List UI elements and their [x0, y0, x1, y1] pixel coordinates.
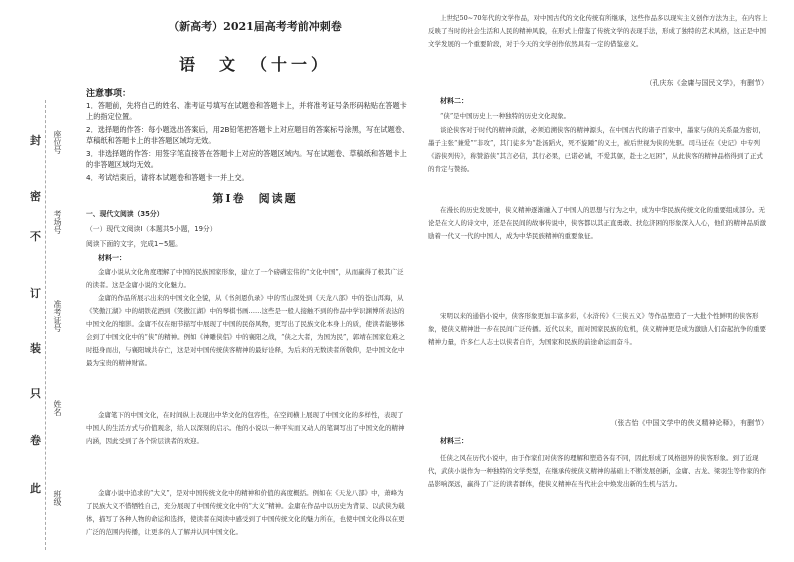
name-field: 姓名	[53, 400, 62, 416]
paragraph: “侠”是中国历史上一种独特的历史文化现象。	[440, 112, 571, 120]
paragraph: 在漫长的历史发展中，侠义精神逐渐融入了中国人的思想与行为之中，成为中华民族传统文化的重要组成部分。无论是在文人的诗文中，还是在民间的故事传说中，侠客都以其正直勇敢、扶危济困的形象深入人心，他们的精神品质激励着一代又一代的中国人，成为中华民族精神的重要象征。	[428, 206, 766, 240]
paragraph: 宋明以来的通俗小说中，侠客形象更加丰富多彩，《水浒传》《三侠五义》等作品塑造了一大批个性鲜明的侠客形象，使侠义精神进一步在民间广泛传播。近代以来，面对国家民族的危机，侠义精神更是成为激励人们奋起抗争的重要精神力量，许多仁人志士以侠者自许，为国家和民族的前途命运而奋斗。	[428, 312, 766, 346]
material-label: 材料二：	[440, 97, 468, 105]
exam-id-field: 准考证号	[53, 300, 62, 332]
part-heading: 一、现代文阅读（35分）	[86, 210, 164, 218]
binding-strip	[22, 100, 72, 550]
seal-char: 卷	[30, 434, 41, 447]
paragraph: 金庸的作品所展示出来的中国文化全貌，从《书剑恩仇录》中的雪山深处到《天龙八部》中的苍山洱海，从《笑傲江湖》中的胡铁花酒到《笑傲江湖》中的琴棋书画……这些是一般人接触不到的作品中学识渊博所表达的中国文化的缩影。金庸不仅在细节描写中展现了中国的民俗风物，更写出了民族文化本身上的质，使读者能够体会到了中国文化中的“侠”的精神。例如《神雕侠侣》中的襄阳之战，“侠之大者，为国为民”，郭靖在国家危难之时挺身而出，与襄阳城共存亡，这是对中国传统侠客精神的最好诠释，为后来的无数读者所敬仰，是中国文化中最为宝贵的精神财富。	[86, 294, 405, 367]
material-label: 材料三：	[440, 437, 468, 445]
section-title: 第Ⅰ卷 阅读题	[212, 192, 298, 205]
seal-line	[45, 100, 46, 550]
notice-item: 4．考试结束后，请将本试题卷和答题卡一并上交。	[86, 173, 249, 182]
seat-number-field: 座位号	[53, 130, 62, 154]
paragraph: 谈论侠客对于时代的精神贡献，必须追溯侠客的精神源头，在中国古代的诸子百家中，墨家与侠的关系最为密切，墨子主张“兼爱”“非攻”，其门徒多为“赴汤蹈火，死不旋踵”的义士，被后世视为侠的先驱。司马迁在《史记》中专列《游侠列传》，称赞游侠“其言必信，其行必果，已诺必诚，不爱其躯，赴士之厄困”，从此侠客的精神品格得到了正式的肯定与赞扬。	[428, 126, 765, 173]
paragraph: 任侠之风在历代小说中，由于作家们对侠客的理解和塑造各有不同，因此形成了风格迥异的侠客形象。到了近现代，武侠小说作为一种独特的文学类型，在继承传统侠义精神的基础上不断发展创新，金庸、古龙、梁羽生等作家的作品影响深远，赢得了广泛的读者群体，使侠义精神在当代社会中焕发出新的生机与活力。	[428, 454, 766, 488]
part-subheading: （一）现代文阅读Ⅰ（本题共5小题，19分）	[86, 225, 217, 233]
notice-item: 1．答题前，先将自己的姓名、准考证号填写在试题卷和答题卡上，并将准考证号条形码粘贴在答题卡上的指定位置。	[86, 101, 407, 121]
seal-char: 订	[30, 287, 41, 300]
notice-item: 3．非选择题的作答：用签字笔直接答在答题卡上对应的答题区域内。写在试题卷、草稿纸和答题卡上的非答题区域均无效。	[86, 149, 407, 169]
source-citation: （孔庆东《金庸与国民文学》，有删节）	[645, 79, 768, 87]
exam-header: （新高考）2021届高考考前冲刺卷	[168, 20, 342, 33]
instruction: 阅读下面的文字，完成1~5题。	[86, 240, 182, 248]
notice-item: 2．选择题的作答：每小题选出答案后，用2B铅笔把答题卡上对应题目的答案标号涂黑，写在试题卷、草稿纸和答题卡上的非答题区域均无效。	[86, 125, 410, 145]
seal-char: 只	[30, 387, 41, 400]
paragraph: 上世纪50~70年代的文学作品，对中国古代的文化传统有所继承，这些作品多以现实主义创作方法为主，在内容上反映了当时的社会生活和人民的精神风貌，在形式上借鉴了传统文学的表现手法，形成了独特的艺术风格，这正是中国文学发展的一个重要阶段，对于今天的文学创作依然具有一定的借鉴意义。	[428, 14, 768, 48]
paragraph: 金庸小说中追求的“大义”，是对中国传统文化中的精神和价值的高度概括。例如在《天龙八部》中，萧峰为了民族大义不惜牺牲自己，充分展现了中国传统文化中的“大义”精神。金庸在作品中以历史为背景、以武侠为载体，描写了各种人物的命运和选择，使读者在阅读中感受到了中国传统文化的魅力所在，也使中国文化得以在更广泛的范围内传播，让更多的人了解并认同中国文化。	[86, 489, 405, 536]
paragraph: 金庸小说从文化角度理解了中国的民族国家形象，建立了一个磅礴宏伟的“文化中国”，从而赢得了极其广泛的读者。这是金庸小说的文化魅力。	[86, 268, 404, 289]
material-label: 材料一：	[98, 254, 126, 262]
exam-room-field: 考场号	[53, 210, 62, 234]
seal-char: 装	[30, 342, 41, 355]
seal-char: 不	[30, 230, 41, 243]
class-field: 班级	[53, 490, 62, 506]
exam-subject-title: 语 文 （十一）	[178, 55, 331, 74]
notice-title: 注意事项：	[86, 89, 132, 99]
paragraph: 金庸笔下的中国文化，在时间纵上表现出中华文化的包容性，在空间横上展现了中国文化的多样性，表现了中国人的生活方式与价值观念，给人以深刻的启示。他的小说以一种平实而又动人的笔调写出了中国文化的精神内涵，因此受到了各个阶层读者的欢迎。	[86, 411, 405, 445]
seal-char: 封	[30, 134, 41, 147]
seal-char: 此	[30, 482, 41, 495]
seal-char: 密	[30, 190, 41, 203]
source-citation: （张古怡《中国文学中的侠义精神论释》，有删节）	[610, 419, 768, 427]
